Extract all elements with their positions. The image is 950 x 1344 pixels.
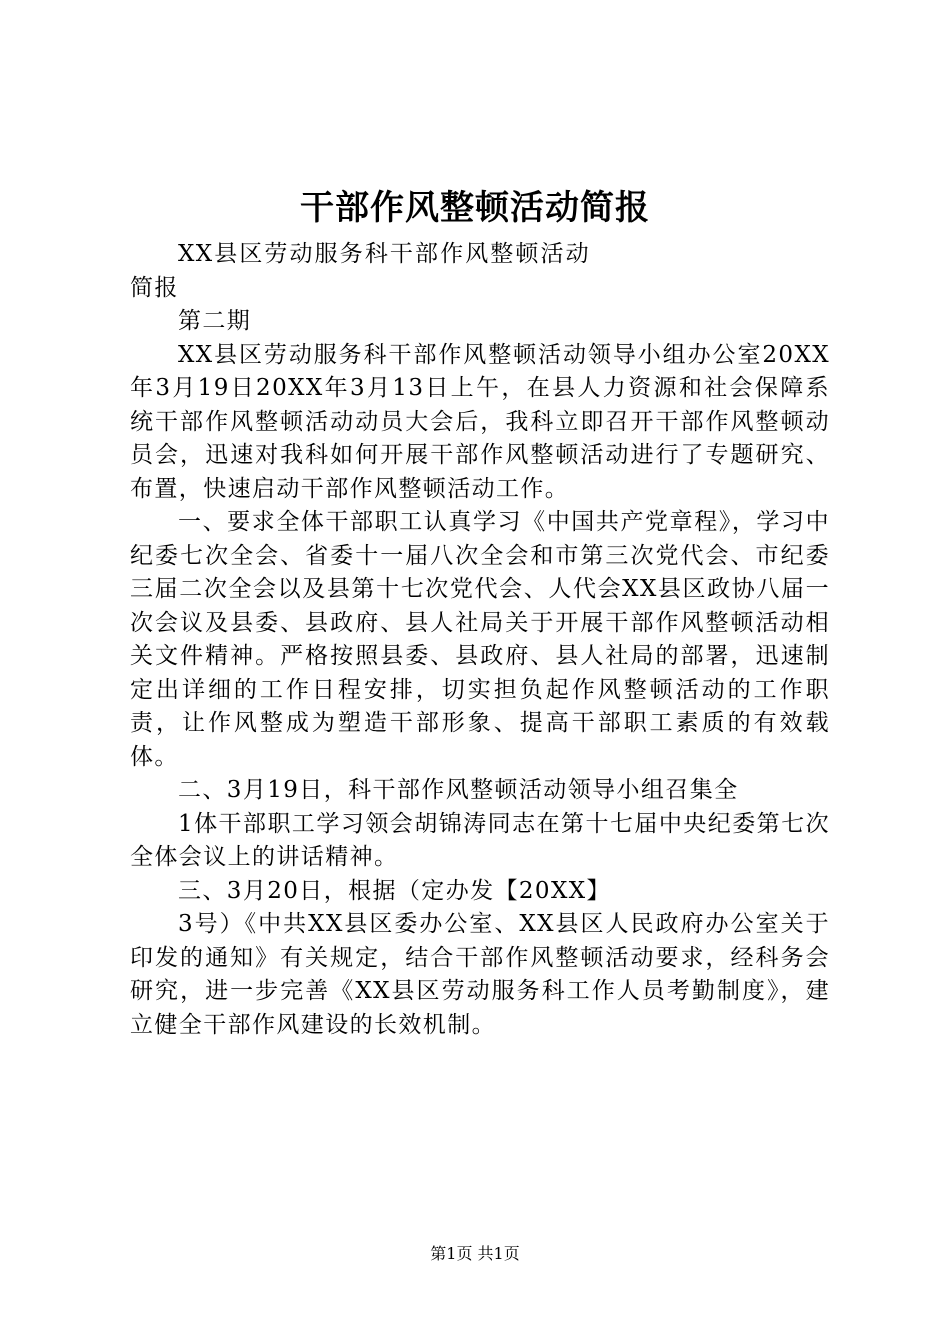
item-two-paragraph: 1体干部职工学习领会胡锦涛同志在第十七届中央纪委第七次全体会议上的讲话精神。 (130, 810, 830, 870)
item-three-heading: 三、3月20日，根据（定办发【20XX】 (178, 877, 611, 904)
document-title: 干部作风整顿活动简报 (300, 188, 650, 228)
item-three-paragraph: 3号）《中共XX县区委办公室、XX县区人民政府办公室关于印发的通知》有关规定，结合干部作风整顿活动要求，经科务会研究，进一步完善《XX县区劳动服务科工作人员考勤制度》，建立健全干部作风建设的长效机制。 (130, 911, 830, 1038)
item-two-heading: 二、3月19日，科干部作风整顿活动领导小组召集全 (178, 777, 739, 803)
item-one-paragraph: 一、要求全体干部职工认真学习《中国共产党章程》，学习中纪委七次全会、省委十一届八次全会和市第三次党代会、市纪委三届二次全会以及县第十七次党代会、人代会XX县区政协八届一次会议及县委、县政府、县人社局关于开展干部作风整顿活动相关文件精神。严格按照县委、县政府、县人社局的部署，迅速制定出详细的工作日程安排，切实担负起作风整顿活动的工作职责，让作风整成为塑造干部形象、提高干部职工素质的有效载体。 (130, 509, 830, 770)
intro-paragraph: XX县区劳动服务科干部作风整顿活动领导小组办公室20XX年3月19日20XX年3月13日上午，在县人力资源和社会保障系统干部作风整顿活动动员大会后，我科立即召开干部作风整顿动员会，迅速对我科如何开展干部作风整顿活动进行了专题研究、布置，快速启动干部作风整顿活动工作。 (130, 341, 830, 502)
document-body (130, 238, 830, 1042)
subtitle-paragraph: XX县区劳动服务科干部作风整顿活动简报 (130, 241, 590, 301)
issue-number: 第二期 (178, 308, 252, 334)
page-footer: 第1页 共1页 (430, 1244, 520, 1263)
